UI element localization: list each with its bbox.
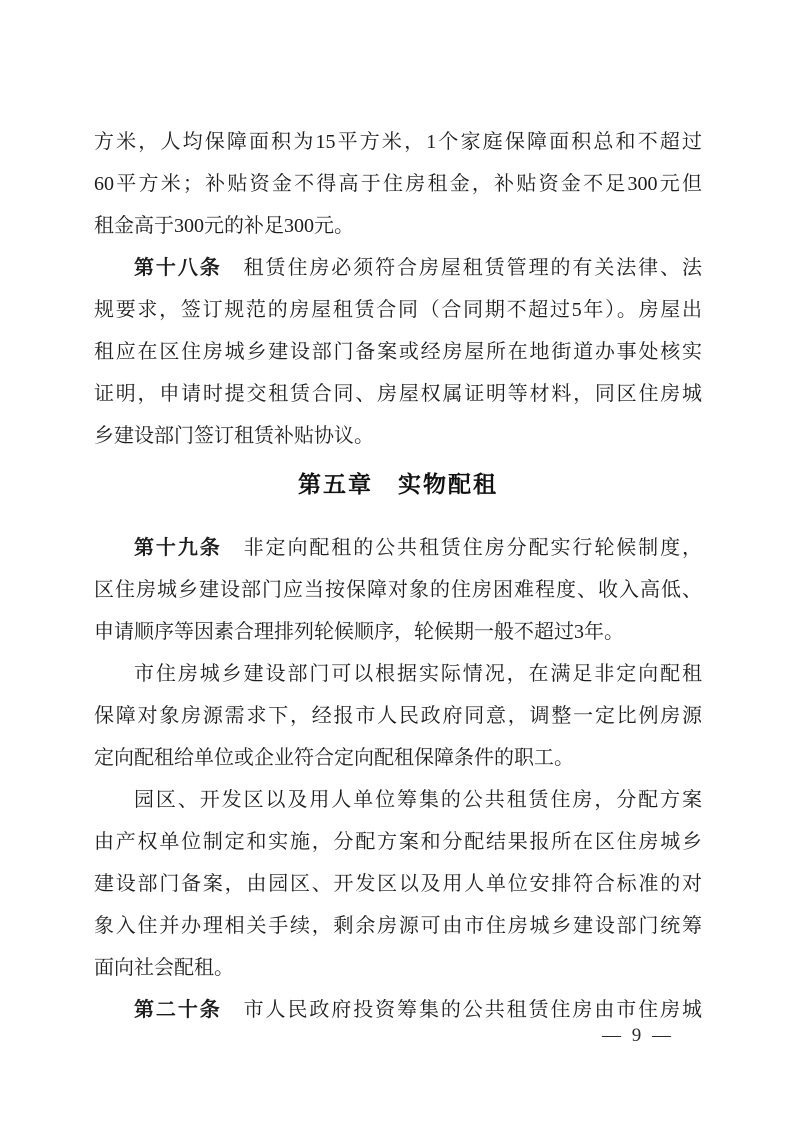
text-line: 乡建设部门签订租赁补贴协议。 xyxy=(94,425,374,447)
text-line: 60平方米；补贴资金不得高于住房租金，补贴资金不足300元但 xyxy=(94,173,702,195)
text-line: 市住房城乡建设部门可以根据实际情况，在满足非定向配租 xyxy=(134,663,702,685)
document-content xyxy=(94,121,702,1031)
text-line: 面向社会配租。 xyxy=(94,957,234,979)
text-line: 象入住并办理相关手续，剩余房源可由市住房城乡建设部门统筹 xyxy=(94,915,702,937)
text-line: 第十九条 非定向配租的公共租赁住房分配实行轮候制度， xyxy=(134,537,702,559)
text-line: 园区、开发区以及用人单位筹集的公共租赁住房，分配方案 xyxy=(134,789,702,811)
page-number: — 9 — xyxy=(602,1025,674,1046)
text-line: 定向配租给单位或企业符合定向配租保障条件的职工。 xyxy=(94,747,574,769)
text-line: 申请顺序等因素合理排列轮候顺序，轮候期一般不超过3年。 xyxy=(94,621,624,643)
text-line: 第二十条 市人民政府投资筹集的公共租赁住房由市住房城 xyxy=(134,999,702,1021)
text-line: 租金高于300元的补足300元。 xyxy=(94,215,354,237)
paragraph xyxy=(94,527,702,653)
article-number: 第二十条 xyxy=(134,999,222,1021)
text-line: 租应在区住房城乡建设部门备案或经房屋所在地街道办事处核实 xyxy=(94,341,702,363)
article-number: 第十九条 xyxy=(134,537,222,559)
paragraph xyxy=(94,779,702,989)
article-number: 第十八条 xyxy=(134,257,222,279)
text-line: 建设部门备案，由园区、开发区以及用人单位安排符合标准的对 xyxy=(94,873,702,895)
text-line: 方米，人均保障面积为15平方米，1个家庭保障面积总和不超过 xyxy=(94,131,702,153)
text-line: 第十八条 租赁住房必须符合房屋租赁管理的有关法律、法 xyxy=(134,257,702,279)
text-line: 证明，申请时提交租赁合同、房屋权属证明等材料，同区住房城 xyxy=(94,383,702,405)
text-line: 规要求，签订规范的房屋租赁合同（合同期不超过5年）。房屋出 xyxy=(94,299,702,321)
paragraph xyxy=(94,247,702,457)
text-line: 保障对象房源需求下，经报市人民政府同意，调整一定比例房源 xyxy=(94,705,702,727)
text-line: 区住房城乡建设部门应当按保障对象的住房困难程度、收入高低、 xyxy=(94,579,702,601)
chapter-heading: 第五章 实物配租 xyxy=(298,471,498,497)
text-line: 由产权单位制定和实施，分配方案和分配结果报所在区住房城乡 xyxy=(94,831,702,853)
paragraph xyxy=(94,653,702,779)
paragraph xyxy=(94,121,702,247)
